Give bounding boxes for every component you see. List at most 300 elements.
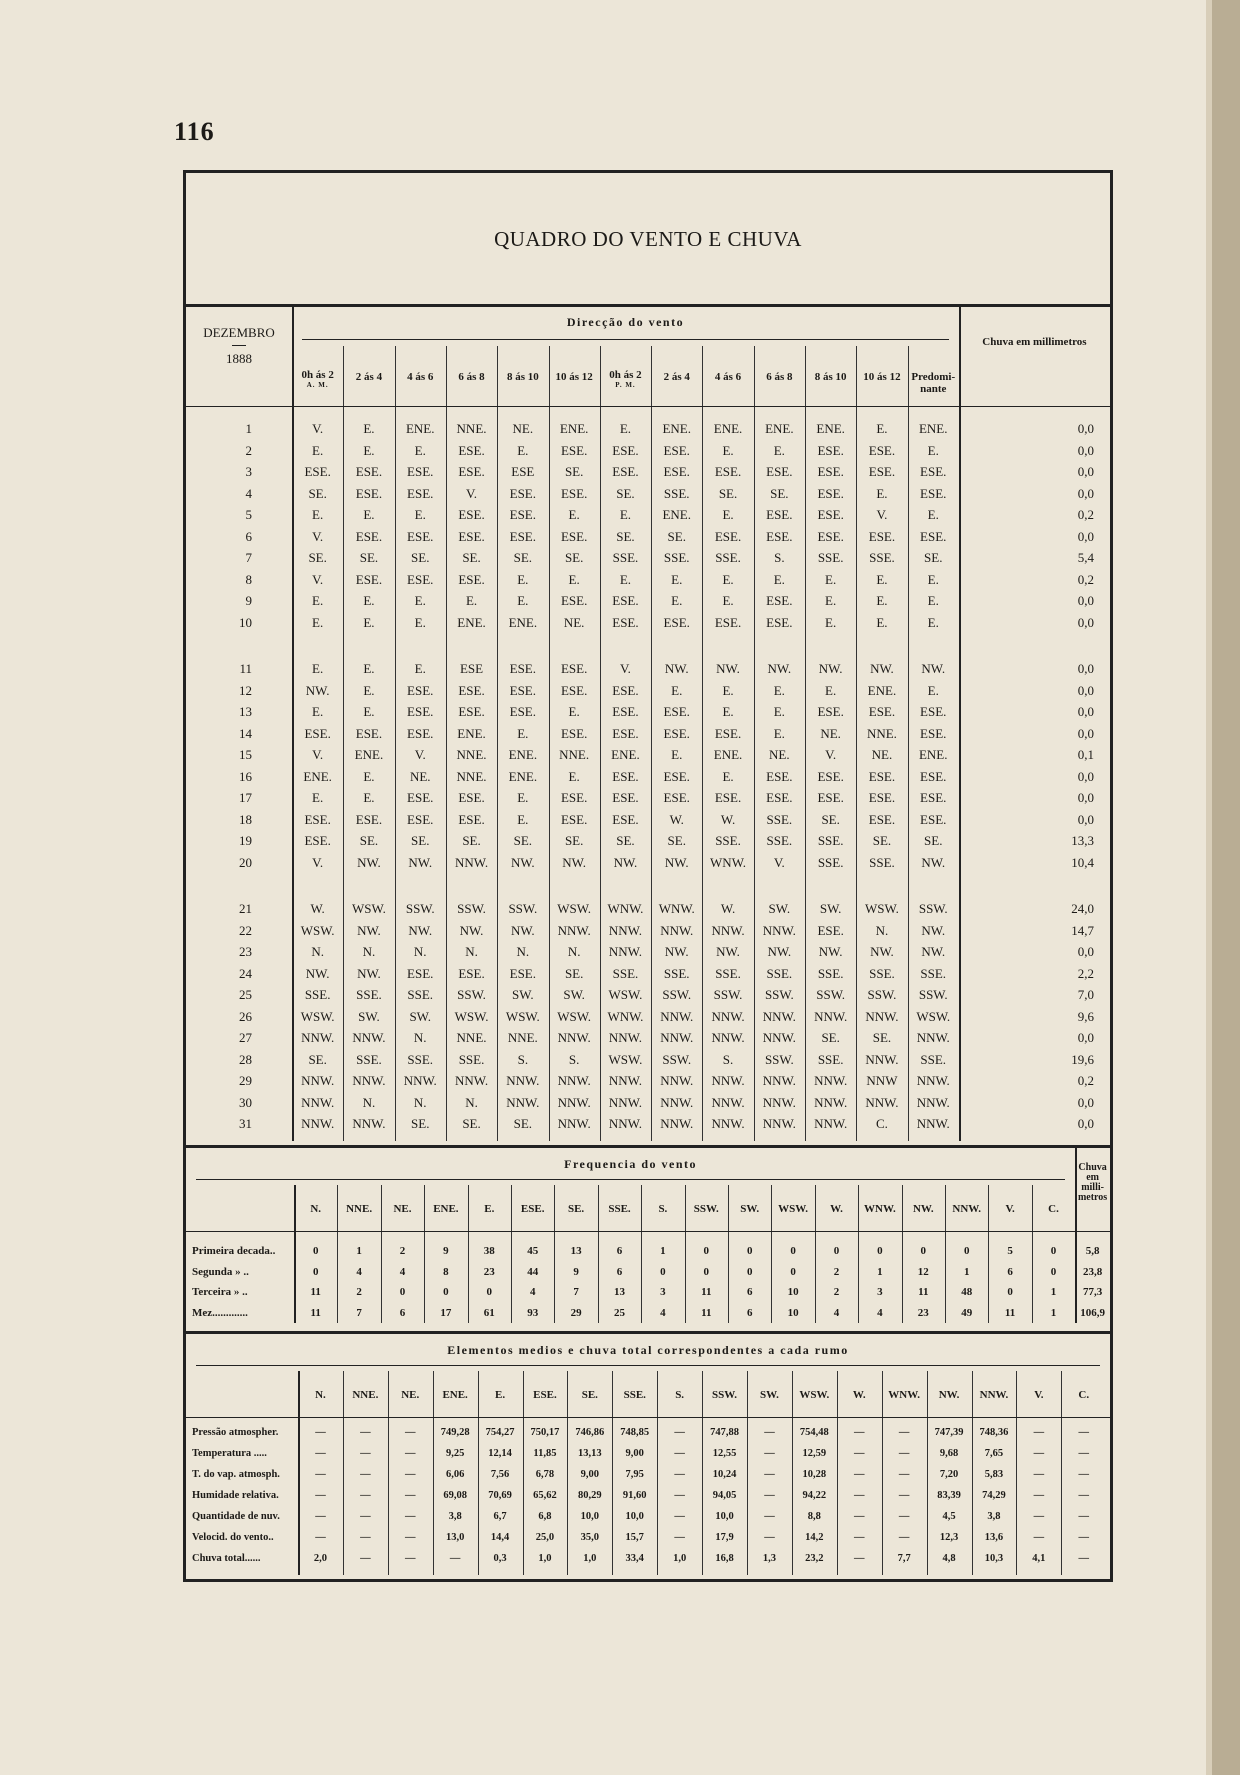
wind-direction-cell: NNW. [660,1116,694,1131]
wind-direction-cell: ESE. [920,485,947,501]
day-number: 22 [239,922,252,938]
elements-value: — [404,1511,416,1522]
wind-direction-cell: SE. [462,1116,481,1131]
elements-value: — [853,1553,865,1564]
wind-direction-cell: SE. [462,550,481,565]
wind-direction-cell: ESE. [304,811,331,827]
day-number: 23 [239,944,252,959]
wind-direction-cell: SE. [308,485,327,501]
rain-value: 0,1 [1077,747,1094,762]
frequency-value: 1 [1050,1286,1057,1298]
day-number: 28 [239,1051,252,1067]
day-number: 8 [245,571,252,587]
wind-direction-cell: SSE. [407,987,434,1002]
rain-value: 0,0 [1077,704,1094,719]
wind-direction-cell: ESE. [612,790,639,805]
elements-value: 16,8 [715,1553,734,1564]
wind-direction-cell: ESE. [920,768,947,784]
wind-direction-cell: NNW. [557,922,591,938]
wind-direction-cell: NNE. [866,725,897,741]
elements-value: 12,55 [712,1448,737,1459]
book-edge [1212,0,1240,1775]
frequency-column-header: ESE. [520,1203,545,1215]
day-number: 27 [239,1030,252,1045]
year-label: 1888 [226,351,252,366]
wind-direction-cell: SE. [667,528,686,544]
wind-direction-cell: WNW. [607,1008,644,1024]
wind-direction-cell: ESE. [663,442,690,458]
frequency-column-header: NW. [912,1203,934,1215]
wind-direction-cell: NW. [613,854,638,870]
frequency-value: 29 [570,1306,582,1319]
elements-value: 7,95 [625,1469,644,1480]
frequency-column-header: SE. [567,1203,585,1215]
wind-direction-cell: ESE. [407,790,434,805]
frequency-value: 49 [961,1306,973,1319]
wind-direction-cell: ESE. [304,833,331,848]
rain-total-value: 5,8 [1085,1245,1100,1257]
header-brace [196,1179,1065,1183]
column-header [343,371,394,383]
wind-direction-cell: ESE. [612,464,639,479]
elements-column-header: ESE. [533,1389,557,1401]
wind-direction-cell: ESE. [868,704,896,719]
frequency-value: 23 [483,1265,495,1278]
day-number: 18 [239,811,252,827]
wind-direction-cell: SE. [821,811,840,827]
elements-value: 3,8 [448,1511,462,1522]
frequency-value: 0 [660,1265,666,1278]
wind-direction-cell: SW. [409,1008,432,1024]
wind-direction-cell: ESE. [407,965,434,981]
wind-direction-cell: WSW. [454,1008,489,1024]
wind-direction-cell: NNW. [557,1116,591,1131]
day-number: 13 [239,704,252,719]
wind-direction-cell: E. [363,768,375,784]
wind-direction-cell: SE. [564,833,584,848]
frequency-value: 7 [573,1286,579,1298]
column-header-label: 10 ás 12 [863,371,901,383]
rain-value: 0,0 [1077,725,1094,741]
rain-value: 0,0 [1077,1094,1094,1110]
wind-direction-cell: SE. [564,464,584,479]
rain-value: 0,0 [1077,485,1094,501]
wind-direction-cell: ESE. [355,464,383,479]
elements-value: — [853,1427,865,1438]
wind-direction-cell: ENE. [918,747,948,762]
frequency-value: 11 [701,1306,712,1319]
frequency-value: 0 [486,1286,493,1298]
wind-direction-cell: S. [722,1051,734,1067]
frequency-value: 0 [1050,1265,1057,1278]
rain-value: 0,2 [1077,571,1094,587]
frequency-value: 0 [833,1245,840,1257]
rain-header: Chuva em millimetros [982,336,1087,348]
frequency-column-header: WSW. [778,1203,809,1215]
frequency-value: 0 [963,1245,970,1257]
wind-direction-cell: W. [720,901,736,916]
day-number: 24 [239,965,252,981]
elements-value: 6,7 [493,1511,507,1522]
day-number: 30 [239,1094,252,1110]
wind-direction-cell: SSE. [817,833,844,848]
elements-value: — [1078,1448,1089,1459]
frequency-column-header: W. [830,1203,843,1215]
wind-direction-cell: NNE. [456,747,487,762]
wind-direction-cell: NNW. [301,1094,335,1110]
wind-direction-cell: SSE. [663,485,690,501]
rain-value: 24,0 [1071,901,1094,916]
elements-value: 1,0 [673,1553,687,1564]
wind-direction-cell: N. [465,944,478,959]
frequency-value: 11 [918,1286,929,1298]
wind-direction-cell: NNW. [557,1073,591,1088]
wind-direction-cell: NW. [510,854,535,870]
elements-value: — [898,1469,910,1480]
wind-direction-cell: NE. [409,768,431,784]
elements-value: — [360,1469,371,1480]
wind-direction-cell: E. [312,593,324,608]
frequency-value: 1 [1050,1306,1057,1319]
frequency-column-header: NE. [393,1203,412,1215]
wind-direction-cell: NW. [305,965,330,981]
elements-value: 8,8 [807,1511,821,1522]
wind-direction-cell: ESE. [560,485,588,501]
elements-value: 14,2 [805,1532,824,1543]
elements-value: 14,4 [490,1532,510,1543]
elements-value: 10,0 [580,1511,600,1522]
wind-direction-cell: E. [363,614,375,630]
wind-direction-cell: V. [312,747,324,762]
wind-direction-cell: ESE. [714,725,742,741]
wind-direction-cell: NNW. [454,1073,489,1088]
wind-direction-cell: E. [363,682,375,698]
wind-direction-cell: E. [876,571,888,587]
rain-value: 0,0 [1077,768,1094,784]
wind-direction-cell: V. [773,854,785,870]
wind-direction-cell: NNW. [608,1116,642,1131]
rain-value: 0,2 [1077,1073,1094,1088]
wind-direction-cell: SE. [308,550,327,565]
column-header [600,369,651,389]
wind-direction-cell: NNW. [762,1094,796,1110]
wind-direction-cell: NNW. [557,1030,591,1045]
wind-direction-cell: ESE. [407,811,434,827]
wind-direction-cell: ESE. [612,811,639,827]
frequency-column-header: C. [1048,1203,1059,1215]
wind-direction-cell: SSW. [457,987,486,1002]
elements-value: 35,0 [580,1532,600,1543]
frequency-value: 13 [570,1245,582,1257]
wind-direction-cell: ESE. [560,593,588,608]
frequency-value: 10 [787,1286,799,1298]
rain-value: 2,2 [1077,965,1094,981]
elements-column-header: V. [1034,1389,1044,1401]
frequency-value: 0 [877,1245,883,1257]
elements-value: 754,48 [799,1427,829,1438]
frequency-value: 9 [573,1265,579,1278]
frequency-value: 2 [399,1245,406,1257]
frequency-value: 11 [1004,1306,1016,1319]
wind-direction-cell: SSW. [508,901,538,916]
wind-direction-cell: W. [720,811,736,827]
wind-direction-cell: ESE. [868,442,896,458]
rain-value: 0,0 [1077,421,1094,436]
wind-direction-cell: ESE. [458,528,485,544]
page-number: 116 [174,117,215,146]
wind-direction-cell: E. [722,704,734,719]
frequency-row-label: Mez............. [192,1306,248,1319]
wind-direction-cell: SE. [872,1030,892,1045]
wind-direction-cell: ESE. [407,725,434,741]
wind-direction-cell: NNW. [352,1073,386,1088]
elements-column-header: WSW. [799,1389,830,1401]
wind-direction-cell: ESE. [560,790,588,805]
wind-direction-cell: E. [773,442,785,458]
wind-direction-cell: ESE. [458,811,485,827]
elements-value: — [1078,1427,1089,1438]
elements-value: 9,00 [625,1448,644,1459]
wind-direction-cell: ESE. [714,614,742,630]
frequency-row-label: Primeira decada.. [192,1245,276,1257]
elements-value: — [360,1490,371,1501]
wind-direction-cell: NNW. [608,922,642,938]
frequency-value: 1 [963,1265,970,1278]
horizontal-rule [186,304,1110,307]
wind-direction-cell: NNW. [916,1073,950,1088]
elements-value: 65,62 [533,1490,557,1501]
frequency-value: 6 [1007,1265,1013,1278]
rain-value: 0,0 [1077,661,1094,676]
wind-direction-cell: E. [722,682,734,698]
elements-value: 1,3 [762,1553,776,1564]
wind-direction-cell: ENE. [405,421,435,436]
wind-direction-cell: NW. [870,661,894,676]
frequency-value: 0 [1050,1245,1057,1257]
rain-value: 9,6 [1077,1008,1094,1024]
wind-direction-cell: ESE. [817,922,844,938]
wind-direction-cell: WSW. [916,1008,951,1024]
wind-direction-cell: E. [312,790,324,805]
wind-direction-cell: ENE. [457,725,486,741]
wind-direction-cell: NW. [408,922,433,938]
wind-direction-cell: SE. [821,1030,840,1045]
elements-value: 9,00 [580,1469,600,1480]
wind-direction-cell: ESE. [920,811,947,827]
wind-direction-cell: SSE. [869,965,895,981]
wind-direction-cell: ESE. [766,593,793,608]
frequency-value: 4 [877,1306,883,1319]
elements-value: 13,13 [578,1448,602,1459]
rain-value: 14,7 [1071,922,1094,938]
wind-direction-cell: NNW. [916,1116,950,1131]
wind-direction-cell: NW. [818,944,843,959]
wind-direction-cell: NNW. [762,1116,796,1131]
wind-direction-cell: ESE. [868,528,896,544]
rain-value: 19,6 [1071,1051,1094,1067]
wind-direction-cell: SE. [308,1051,327,1067]
wind-direction-cell: ENE. [867,682,897,698]
wind-direction-cell: E. [414,507,426,522]
wind-direction-cell: V. [876,507,888,522]
elements-column-header: SW. [760,1389,779,1401]
wind-direction-cell: ESE. [817,485,844,501]
column-header-label: 6 ás 8 [766,371,793,383]
wind-direction-cell: E. [568,507,580,522]
wind-direction-cell: E. [876,593,888,608]
wind-direction-cell: SE. [411,833,430,848]
elements-row-label: Chuva total...... [192,1553,261,1564]
elements-column-header: NNE. [352,1389,379,1401]
elements-value: — [764,1448,775,1459]
elements-column-header: NW. [938,1389,960,1401]
wind-direction-cell: NNE. [507,1030,538,1045]
column-header [805,371,856,383]
elements-value: — [674,1448,685,1459]
wind-direction-cell: ESE. [663,725,690,741]
frequency-value: 0 [443,1286,449,1298]
wind-direction-cell: NNW. [865,1094,899,1110]
wind-direction-cell: E. [517,790,529,805]
wind-direction-cell: SSW. [918,987,948,1002]
wind-direction-cell: E. [363,661,375,676]
wind-direction-cell: V. [312,854,324,870]
elements-value: 70,69 [488,1490,512,1501]
frequency-value: 5 [1007,1245,1013,1257]
rain-value: 0,0 [1077,1116,1094,1131]
column-header [292,369,343,389]
column-header-label: 4 ás 6 [714,371,742,383]
wind-direction-cell: ESE. [868,790,896,805]
wind-direction-cell: SSE. [356,1051,382,1067]
elements-value: 4,5 [942,1511,956,1522]
frequency-value: 4 [660,1306,666,1319]
elements-value: 6,78 [535,1469,555,1480]
wind-direction-cell: NE. [563,614,585,630]
wind-direction-cell: S. [774,550,785,565]
wind-direction-cell: NNW. [865,1051,899,1067]
wind-direction-cell: ESE. [663,614,690,630]
wind-direction-cell: E. [927,507,939,522]
elements-value: 13,0 [445,1532,465,1543]
wind-direction-cell: NW. [408,854,433,870]
wind-direction-cell: E. [517,725,529,741]
wind-direction-cell: ESE. [663,704,690,719]
frequency-value: 6 [399,1306,406,1319]
month-divider [232,345,246,346]
frequency-value: 4 [356,1265,362,1278]
wind-direction-cell: NW. [664,854,689,870]
elements-value: — [315,1532,326,1543]
day-number: 26 [239,1008,252,1024]
wind-direction-cell: NW. [921,661,946,676]
wind-direction-cell: NW. [818,661,843,676]
elements-value: 15,7 [625,1532,644,1543]
wind-direction-cell: NNW. [608,1094,642,1110]
wind-direction-cell: ESE. [509,661,537,676]
wind-direction-cell: NNW. [660,1073,694,1088]
wind-direction-cell: V. [312,528,324,544]
wind-direction-cell: NNW. [608,944,642,959]
wind-direction-cell: E. [517,571,529,587]
wind-direction-cell: E. [876,614,888,630]
wind-direction-cell: SSW. [405,901,435,916]
wind-direction-cell: ESE. [509,507,537,522]
wind-direction-cell: ESE. [407,464,434,479]
wind-direction-cell: NW. [357,922,381,938]
rain-value: 10,4 [1071,854,1094,870]
elements-row-label: Temperatura ..... [192,1448,267,1459]
wind-direction-cell: ENE. [508,747,538,762]
wind-direction-cell: NNE. [559,747,590,762]
wind-direction-cell: E. [927,442,939,458]
day-number: 12 [239,682,252,698]
wind-direction-cell: SE. [359,550,379,565]
elements-value: — [315,1490,326,1501]
wind-direction-cell: NW. [459,922,484,938]
wind-direction-cell: E. [363,704,375,719]
wind-direction-cell: E. [568,571,580,587]
wind-direction-cell: SSE. [920,1051,947,1067]
day-number: 14 [239,725,252,741]
wind-direction-cell: SSW. [764,1051,794,1067]
frequency-value: 17 [440,1306,452,1319]
column-header-label-cont: nante [920,383,947,395]
wind-direction-cell: WSW. [300,1008,335,1024]
elements-value: 10,3 [984,1553,1004,1564]
column-header [754,371,805,383]
wind-direction-cell: NNW. [711,1073,745,1088]
frequency-value: 2 [833,1286,840,1298]
rain-value: 0,0 [1077,593,1094,608]
elements-value: 747,88 [710,1427,739,1438]
elements-value: 10,24 [712,1469,737,1480]
wind-direction-cell: E. [722,442,734,458]
wind-direction-cell: SSW. [816,987,846,1002]
wind-direction-cell: ESE. [509,965,537,981]
elements-value: — [764,1532,775,1543]
frequency-value: 3 [877,1286,883,1298]
wind-direction-cell: E. [927,571,939,587]
elements-value: 9,25 [445,1448,465,1459]
wind-direction-cell: NW. [357,854,381,870]
day-number: 1 [245,421,252,436]
wind-direction-cell: E. [414,661,426,676]
rain-header: Chuva em milli- metros [1077,1162,1108,1203]
wind-direction-cell: NW. [357,965,381,981]
wind-direction-cell: ESE. [817,464,844,479]
elements-value: 94,22 [802,1490,827,1501]
day-number: 4 [245,485,252,501]
wind-direction-cell: E. [773,682,785,698]
wind-direction-cell: NNW. [711,1030,745,1045]
wind-direction-cell: ESE. [766,464,793,479]
wind-direction-cell: N. [413,1094,427,1110]
wind-direction-cell: NNE. [456,768,487,784]
frequency-value: 0 [1007,1286,1013,1298]
wind-direction-cell: SSE. [766,833,793,848]
frequency-value: 61 [483,1306,495,1319]
elements-value: — [853,1448,865,1459]
wind-direction-cell: SE. [513,1116,533,1131]
frequency-column-header: WNW. [864,1203,896,1215]
wind-direction-cell: W. [310,901,325,916]
elements-value: 6,8 [538,1511,552,1522]
wind-direction-cell: ESE. [766,790,793,805]
wind-direction-cell: ESE. [304,725,331,741]
wind-direction-cell: ESE. [407,571,434,587]
wind-direction-cell: E. [568,768,580,784]
